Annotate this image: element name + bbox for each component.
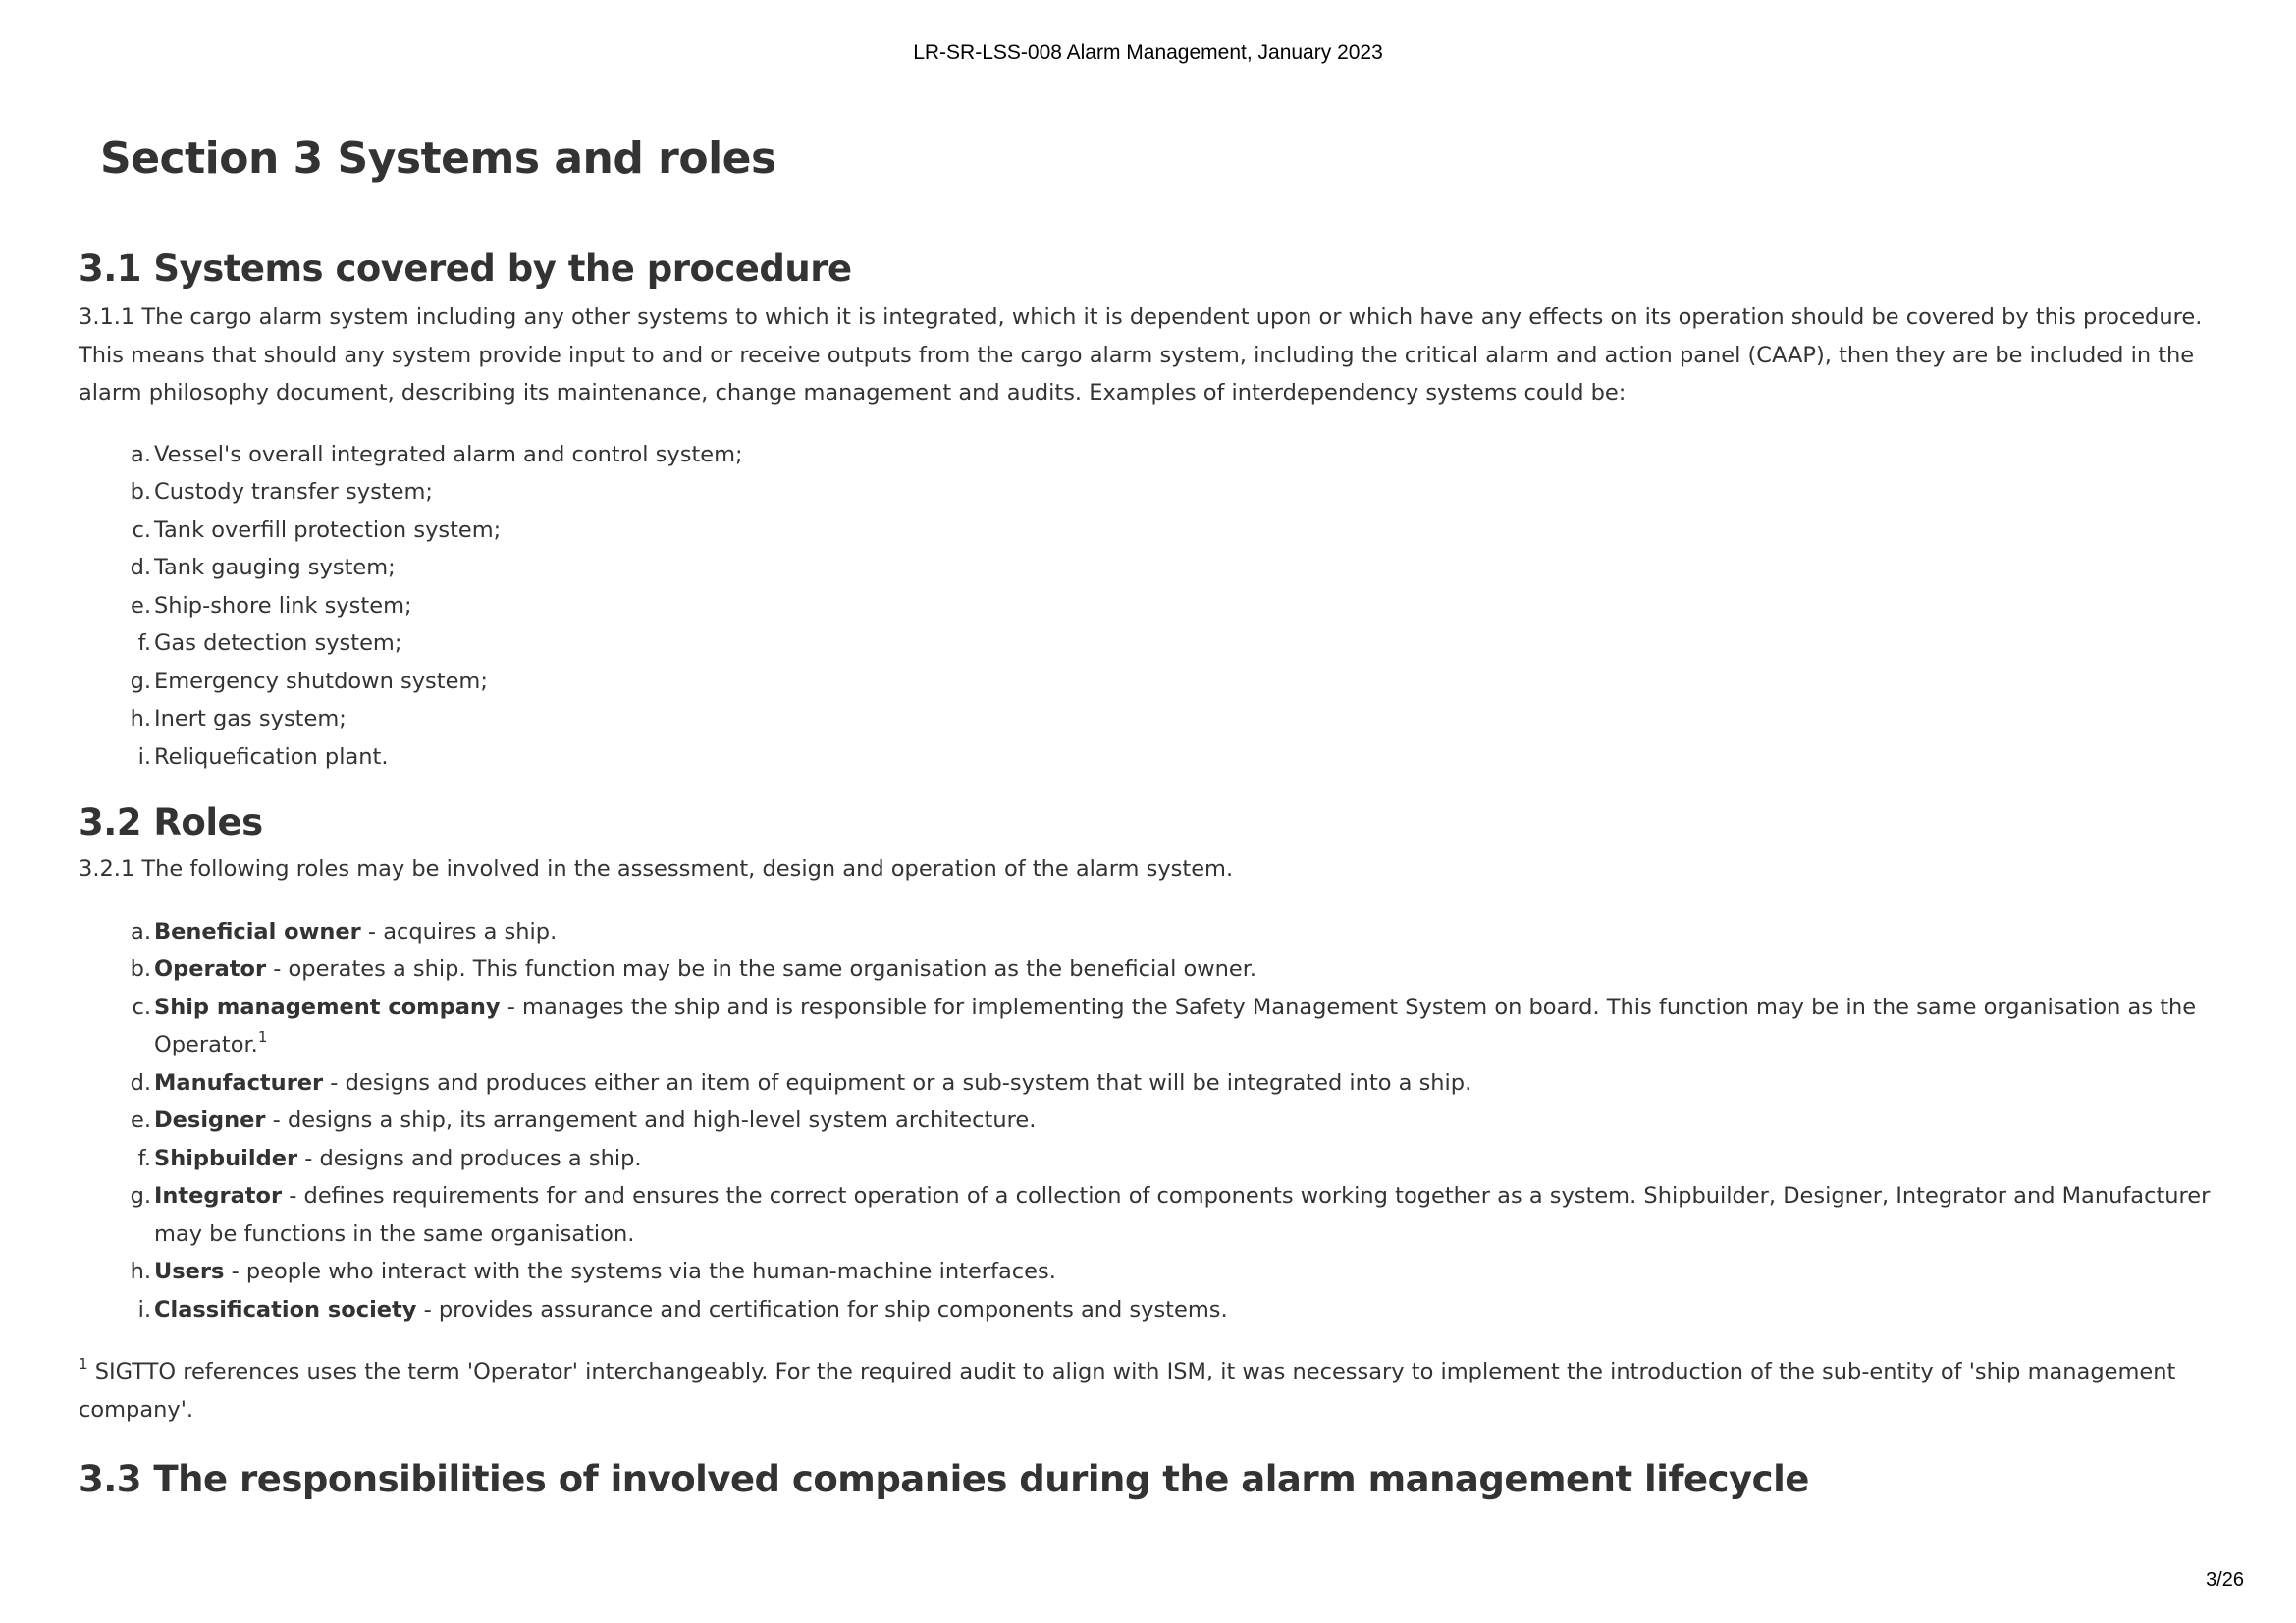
list-marker: h. — [130, 1259, 151, 1284]
role-term: Beneficial owner — [154, 918, 361, 945]
list-item — [79, 624, 2218, 663]
list-marker: c. — [132, 516, 151, 543]
footnote — [79, 1353, 2218, 1429]
list-item — [79, 1140, 2218, 1178]
roles-list — [79, 913, 2218, 1329]
list-marker: d. — [130, 555, 151, 580]
list-marker: e. — [131, 592, 151, 619]
list-item — [79, 989, 2218, 1064]
list-item — [79, 950, 2218, 989]
heading-3-3: 3.3 The responsibilities of involved companies during the alarm management lifecycle — [79, 1458, 1809, 1500]
list-item-text: Tank gauging system; — [154, 555, 396, 580]
list-item — [79, 1177, 2218, 1253]
role-description: - designs and produces either an item of equipment or a sub-system that will be integrated into a ship. — [323, 1069, 1472, 1096]
heading-3-1: 3.1 Systems covered by the procedure — [79, 247, 852, 290]
list-item — [79, 700, 2218, 738]
list-item — [79, 587, 2218, 625]
role-description: - acquires a ship. — [360, 918, 558, 945]
systems-list — [79, 436, 2218, 777]
footnote-ref[interactable]: 1 — [257, 1027, 268, 1046]
list-item — [79, 913, 2218, 951]
role-description: - operates a ship. This function may be in the same organisation as the beneficial owner. — [266, 956, 1257, 982]
list-item-text: Inert gas system; — [154, 706, 347, 731]
list-item-text: Vessel's overall integrated alarm and control system; — [154, 441, 743, 467]
role-description: - designs a ship, its arrangement and high-level system architecture. — [265, 1108, 1037, 1133]
list-marker: h. — [130, 706, 151, 731]
running-header: LR-SR-LSS-008 Alarm Management, January 2023 — [913, 41, 1383, 64]
list-marker: d. — [130, 1069, 151, 1096]
list-item — [79, 1064, 2218, 1103]
list-marker: i. — [137, 1296, 151, 1323]
role-description: - manages the ship and is responsible for implementing the Safety Management System on board. This function may be in the same organisation as the Operator. — [154, 994, 2197, 1057]
list-item — [79, 738, 2218, 777]
document-body — [79, 243, 2218, 1505]
footnote-number: 1 — [79, 1354, 88, 1373]
section-title: Section 3 Systems and roles — [100, 134, 776, 184]
role-term: Designer — [154, 1108, 266, 1133]
list-item-text: Tank overfill protection system; — [154, 516, 502, 543]
list-marker: c. — [132, 994, 151, 1020]
role-term: Integrator — [154, 1183, 283, 1209]
list-item-text: Custody transfer system; — [154, 479, 433, 505]
role-description: - designs and produces a ship. — [297, 1145, 642, 1171]
paragraph-3-1-1: 3.1.1 The cargo alarm system including any other systems to which it is integrated, which it is dependent upon or which have any effects on its operation should be covered by this procedure. This means that should any system provide input to and or receive outputs from the cargo alarm system, including the critical alarm and action panel (CAAP), then they are be included in the alarm philosophy document, describing its maintenance, change management and audits. Examples of interdependency systems could be: — [79, 304, 2203, 406]
role-description: - defines requirements for and ensures the correct operation of a collection of components working together as a system. Shipbuilder, Designer, Integrator and Manufacturer may be functions in the same organisation. — [154, 1183, 2211, 1247]
role-term: Operator — [154, 956, 267, 982]
list-item — [79, 1291, 2218, 1329]
list-marker: g. — [130, 1183, 151, 1209]
list-marker: g. — [130, 668, 151, 694]
role-term: Classification society — [154, 1296, 417, 1323]
list-item — [79, 473, 2218, 512]
role-description: - provides assurance and certification for ship components and systems. — [416, 1296, 1228, 1323]
list-marker: f. — [137, 1145, 151, 1171]
list-marker: f. — [137, 630, 151, 656]
list-item — [79, 663, 2218, 701]
list-item — [79, 436, 2218, 474]
list-marker: a. — [131, 918, 151, 945]
list-item — [79, 1253, 2218, 1291]
list-item — [79, 549, 2218, 587]
list-item — [79, 512, 2218, 550]
paragraph-3-2-1: 3.2.1 The following roles may be involved in the assessment, design and operation of the alarm system. — [79, 856, 1234, 882]
list-item-text: Ship-shore link system; — [154, 592, 412, 619]
list-marker: b. — [130, 956, 151, 982]
heading-3-2: 3.2 Roles — [79, 801, 263, 843]
role-term: Ship management company — [154, 994, 501, 1020]
list-marker: e. — [131, 1108, 151, 1133]
list-item — [79, 1102, 2218, 1140]
role-description: - people who interact with the systems via the human-machine interfaces. — [224, 1259, 1056, 1284]
list-marker: a. — [131, 441, 151, 467]
list-item-text: Emergency shutdown system; — [154, 668, 488, 694]
role-term: Manufacturer — [154, 1069, 324, 1096]
list-marker: b. — [130, 479, 151, 505]
role-term: Shipbuilder — [154, 1145, 298, 1171]
list-item-text: Reliquefication plant. — [154, 743, 389, 770]
list-marker: i. — [137, 743, 151, 770]
list-item-text: Gas detection system; — [154, 630, 402, 656]
footnote-text: SIGTTO references uses the term 'Operator' interchangeably. For the required audit to align with ISM, it was necessary to implement the introduction of the sub-entity of 'ship management company'. — [79, 1359, 2176, 1423]
role-term: Users — [154, 1259, 225, 1284]
page-number: 3/26 — [2206, 1569, 2244, 1591]
